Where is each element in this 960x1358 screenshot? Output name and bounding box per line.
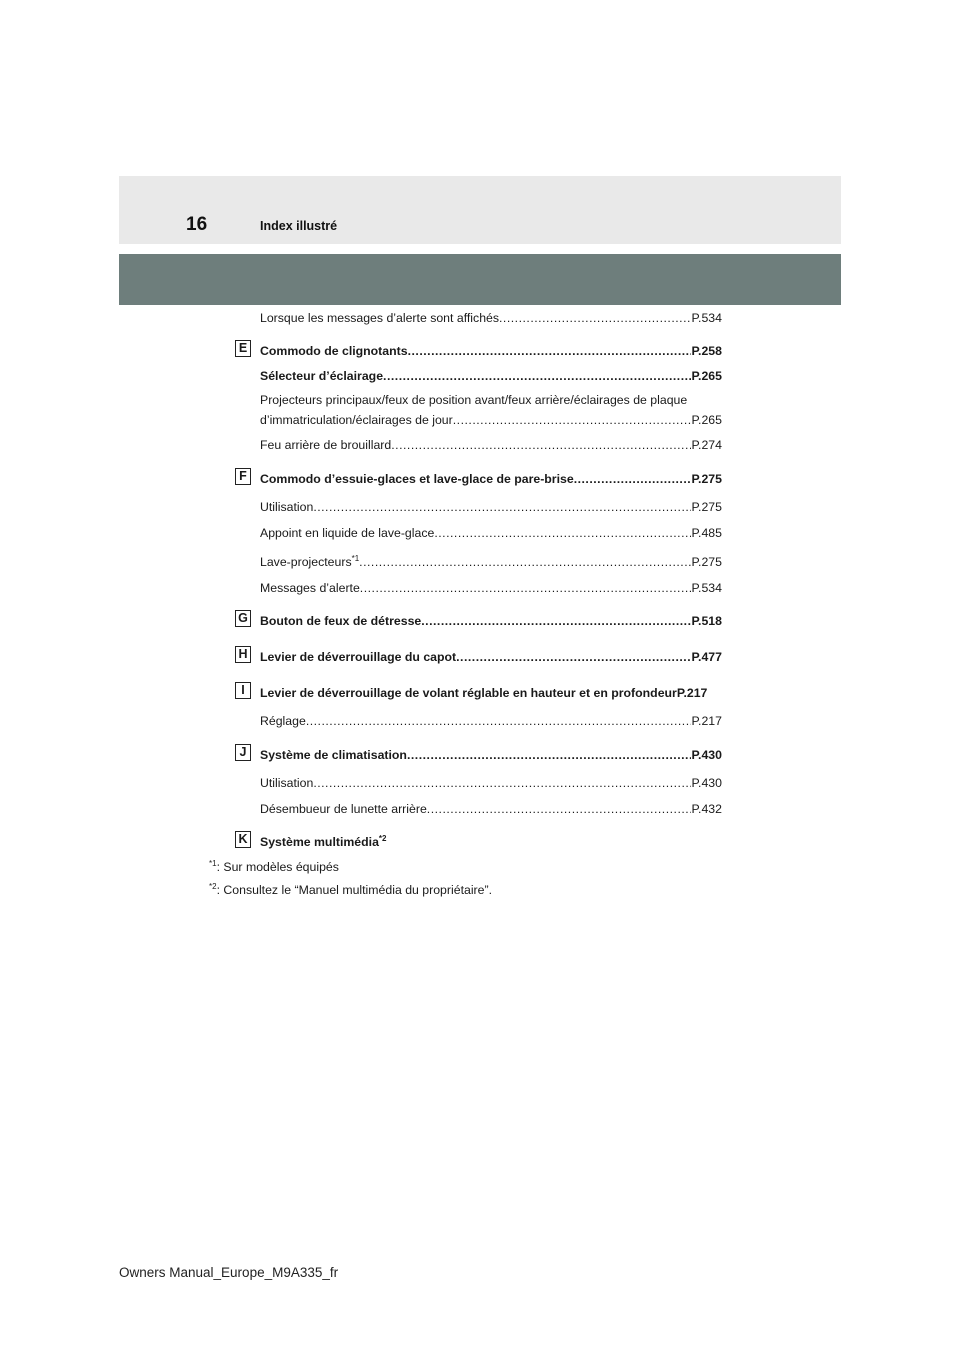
index-entry [260,471,722,487]
index-entry [260,554,722,570]
entry-label-text: Lave-projecteurs [260,555,352,569]
footer-document-id: Owners Manual_Europe_M9A335_fr [119,1265,339,1280]
footnote-text: : Sur modèles équipés [216,860,339,874]
index-entry [260,775,722,791]
letter-marker-g: G [235,610,251,627]
page-ref: P.274 [691,438,722,452]
entry-label: Messages d’alerte [260,581,360,595]
page-ref: P.275 [691,555,722,569]
letter-marker-i: I [235,682,251,699]
page-ref: P.534 [691,581,722,595]
entry-label: d’immatriculation/éclairages de jour [260,413,453,427]
page-ref: P.534 [691,311,722,325]
leader-dots [434,525,691,541]
leader-dots [456,649,691,665]
index-entry [260,834,386,850]
letter-marker-k: K [235,831,251,848]
entry-label: Réglage [260,714,306,728]
entry-label [260,554,359,570]
index-entry [260,499,722,515]
entry-label: Bouton de feux de détresse [260,614,422,628]
entry-label: Sélecteur d’éclairage [260,369,384,383]
letter-marker-h: H [235,646,251,663]
index-entry [260,343,722,359]
index-entry [260,368,722,384]
index-entry [260,801,722,817]
leader-dots [407,747,691,763]
entry-label: Feu arrière de brouillard [260,438,392,452]
footnote-mark: *2 [378,833,387,843]
index-entry [260,649,722,665]
page-ref: P.432 [691,802,722,816]
page-ref: P.485 [691,526,722,540]
page-ref: P.430 [691,776,722,790]
leader-dots [421,613,691,629]
entry-label: Désembueur de lunette arrière [260,802,427,816]
page-ref: P.265 [691,413,722,427]
leader-dots [313,499,691,515]
letter-marker-f: F [235,468,251,485]
index-entry [260,412,722,428]
footnote-mark: *1 [351,553,360,563]
page-ref: P.275 [691,500,722,514]
leader-dots [313,775,691,791]
entry-label: Système multimédia [260,835,379,849]
page-ref: P.518 [691,614,722,628]
page-ref: P.430 [691,748,722,762]
leader-dots [360,580,692,596]
leader-dots [383,368,691,384]
entry-label-line1: Projecteurs principaux/feux de position avant/feux arrière/éclairages de plaque [260,393,688,407]
letter-marker-j: J [235,744,251,761]
page-number: 16 [186,214,208,235]
index-entry [260,525,722,541]
leader-dots [359,554,691,570]
index-entry [260,437,722,453]
entry-label: Appoint en liquide de lave-glace [260,526,435,540]
index-entry [260,747,722,763]
leader-dots [306,713,692,729]
page-ref: P.258 [691,344,722,358]
header-band [119,176,841,244]
entry-label: Commodo d’essuie-glaces et lave-glace de pare-brise [260,472,574,486]
leader-dots [408,343,692,359]
entry-label: Commodo de clignotants [260,344,408,358]
page-ref: P.265 [691,369,722,383]
entry-label: Utilisation [260,500,314,514]
index-entry [260,613,722,629]
section-title: Index illustré [260,219,338,233]
leader-dots [427,801,692,817]
page-ref: P.217 [691,714,722,728]
page-ref: P.477 [691,650,722,664]
entry-label: Utilisation [260,776,314,790]
index-entry [260,685,730,701]
index-entry [260,310,722,326]
letter-marker-e: E [235,340,251,357]
entry-label: Système de climatisation [260,748,407,762]
title-bar [119,254,841,305]
leader-dots [574,471,692,487]
footnote [209,859,339,875]
page-ref: P.217 [676,686,708,700]
entry-label: Levier de déverrouillage du capot [260,650,457,664]
footnote-mark: *1 [209,858,217,868]
index-entry [260,713,722,729]
leader-dots [453,412,692,428]
footnote-mark: *2 [209,881,217,891]
index-entry [260,580,722,596]
page-ref: P.275 [691,472,722,486]
leader-dots [499,310,691,326]
footnote-text: : Consultez le “Manuel multimédia du propriétaire”. [216,883,492,897]
entry-label: Lorsque les messages d’alerte sont affichés [260,311,500,325]
leader-dots [391,437,691,453]
footnote [209,882,492,898]
entry-label: Levier de déverrouillage de volant réglable en hauteur et en profondeur [260,686,677,700]
